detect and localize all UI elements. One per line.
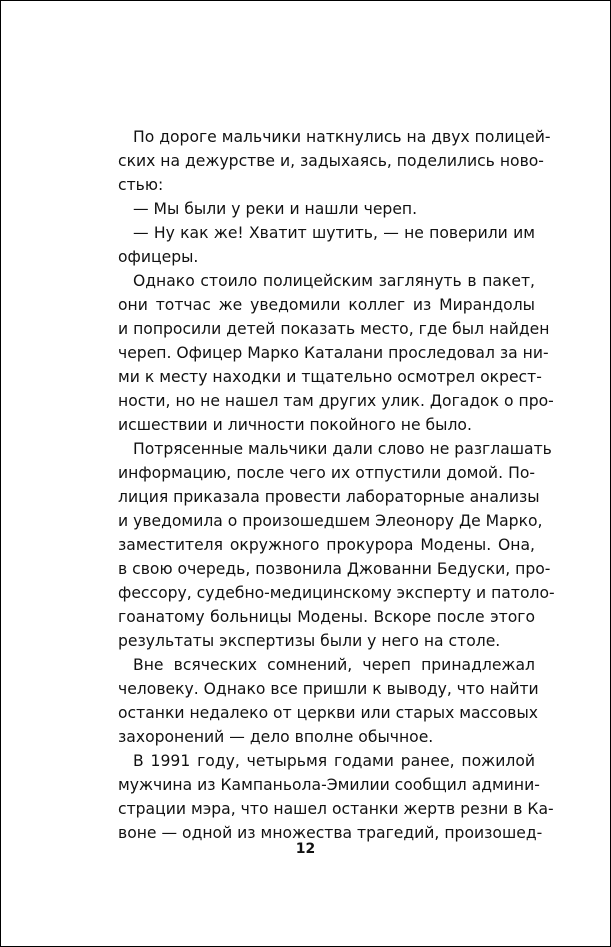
text-line: информацию, после чего их отпустили домой. По- bbox=[118, 464, 535, 482]
text-line: заместителя окружного прокурора Модены. Она, bbox=[118, 536, 535, 554]
text-line: фессору, судебно-медицинскому эксперту и патоло- bbox=[118, 584, 555, 602]
text-line: ских на дежурстве и, задыхаясь, поделились ново- bbox=[118, 152, 544, 170]
text-line: исшествии и личности покойного не было. bbox=[118, 416, 472, 434]
text-line: Однако стоило полицейским заглянуть в пакет, bbox=[133, 272, 535, 290]
text-line: и уведомила о произошедшем Элеонору Де Марко, bbox=[118, 512, 543, 530]
text-line: захоронений — дело вполне обычное. bbox=[118, 728, 434, 746]
text-line: ности, но не нашел там других улик. Догадок о про- bbox=[118, 392, 554, 410]
text-line: гоанатому больницы Модены. Вскоре после этого bbox=[118, 608, 535, 626]
text-line: Потрясенные мальчики дали слово не разглашать bbox=[133, 440, 552, 458]
text-line: в свою очередь, позвонила Джованни Бедуски, про- bbox=[118, 560, 551, 578]
text-line: результаты экспертизы были у него на столе. bbox=[118, 632, 501, 650]
text-line: череп. Офицер Марко Каталани проследовал за ни- bbox=[118, 344, 549, 362]
text-line: По дороге мальчики наткнулись на двух полицей- bbox=[133, 128, 551, 146]
text-line: ми к месту находки и тщательно осмотрел окрест- bbox=[118, 368, 542, 386]
text-line: лиция приказала провести лабораторные анализы bbox=[118, 488, 540, 506]
text-line: останки недалеко от церкви или старых массовых bbox=[118, 704, 538, 722]
text-line: человеку. Однако все пришли к выводу, что найти bbox=[118, 680, 539, 698]
text-line: и попросили детей показать место, где был найден bbox=[118, 320, 550, 338]
text-line: воне — одной из множества трагедий, произошед- bbox=[118, 824, 543, 842]
text-line: страции мэра, что нашел останки жертв резни в Ка- bbox=[118, 800, 554, 818]
text-line: Вне всяческих сомнений, череп принадлежал bbox=[133, 656, 535, 674]
text-line: — Мы были у реки и нашли череп. bbox=[133, 200, 418, 218]
page-number: 12 bbox=[295, 841, 316, 857]
text-line: офицеры. bbox=[118, 248, 199, 266]
text-line: они тотчас же уведомили коллег из Мирандолы bbox=[118, 296, 535, 314]
text-line: — Ну как же! Хватит шутить, — не поверили им bbox=[133, 224, 535, 242]
text-line: мужчина из Кампаньола-Эмилии сообщил админи- bbox=[118, 776, 540, 794]
text-line: В 1991 году, четырьмя годами ранее, пожилой bbox=[133, 752, 535, 770]
text-line: стью: bbox=[118, 176, 164, 194]
